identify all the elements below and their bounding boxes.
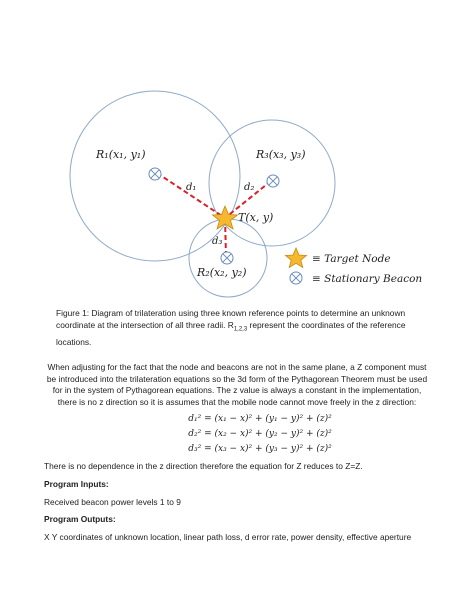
equation-d3: d₃² = (x₃ − x)² + (y₃ − y)² + (z)² (188, 444, 332, 454)
legend-target-label: ≡ Target Node (312, 253, 391, 265)
legend-beacon-icon (290, 272, 302, 284)
inputs-heading: Program Inputs: (44, 479, 109, 489)
equation-d2: d₂² = (x₂ − x)² + (y₂ − y)² + (z)² (188, 429, 332, 439)
r2-label: R₂(x₂, y₂) (197, 266, 247, 279)
target-label: T(x, y) (238, 211, 274, 224)
trilateration-diagram (0, 0, 474, 300)
legend-beacon-label: ≡ Stationary Beacon (312, 273, 423, 285)
equation-d1: d₁² = (x₁ − x)² + (y₁ − y)² + (z)² (188, 414, 332, 424)
d3-label: d₃ (212, 236, 223, 247)
r1-label: R₁(x₁, y₁) (96, 148, 146, 161)
outputs-heading: Program Outputs: (44, 514, 116, 524)
d1-line (157, 173, 225, 218)
r3-label: R₃(x₃, y₃) (256, 148, 306, 161)
z-note: There is no dependence in the z direction therefore the equation for Z reduces to Z=Z. (44, 461, 363, 471)
d1-label: d₁ (186, 182, 197, 193)
beacon-1-icon (149, 168, 161, 180)
legend-star-icon (286, 248, 307, 268)
d2-label: d₂ (244, 182, 255, 193)
inputs-text: Received beacon power levels 1 to 9 (44, 497, 181, 507)
caption-suffix: represent the coordinates of the reference locations. (56, 320, 406, 347)
caption-prefix: Figure 1: Diagram of trilateration using three known reference points to determine an unknown coordinate at the intersection of all three radii. R (56, 308, 406, 330)
beacon-3-icon (267, 175, 279, 187)
outputs-text: X Y coordinates of unknown location, linear path loss, d error rate, power density, effective aperture (44, 532, 412, 542)
figure-caption (56, 307, 418, 348)
beacon-2-icon (221, 252, 233, 264)
z-component-paragraph: When adjusting for the fact that the node and beacons are not in the same plane, a Z component must be introduced into the trilateration equations so the 3d form of the Pythagorean Theorem must be used for in the system of Pythagorean equations. The z value is always a constant in the implementation, there is no z direction so it is assumes that the mobile node cannot move freely in the z direction: (46, 362, 428, 407)
caption-subscript: 1,2,3 (233, 326, 248, 333)
